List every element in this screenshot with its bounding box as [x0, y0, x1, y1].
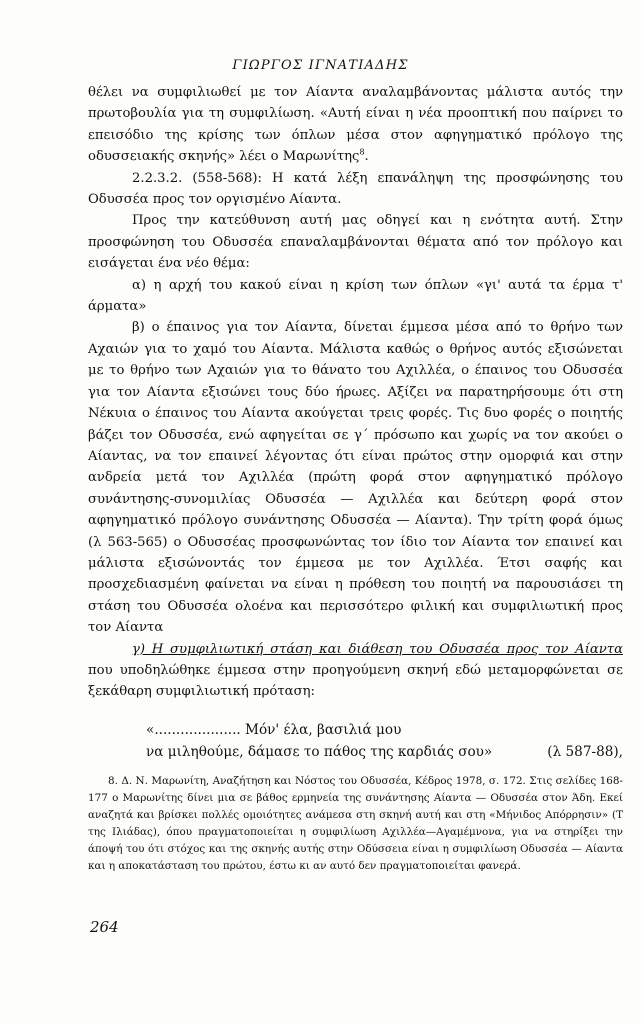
section-heading-2-2-3-2: 2.2.3.2. (558-568): Η κατά λέξη επανάληψη της προσφώνησης του Οδυσσέα προς τον οργισμένο Αίαντα.: [88, 170, 623, 208]
verse-reference: (λ 587-88),: [547, 743, 623, 760]
footnote-marker[interactable]: 8: [359, 147, 365, 157]
verse-line-2: [146, 741, 623, 763]
paragraph-1-end: .: [364, 149, 369, 165]
paragraph-1: [88, 82, 623, 168]
main-text: [88, 82, 623, 763]
list-item-b: β) ο έπαινος για τον Αίαντα, δίνεται έμμεσα μέσα από το θρήνο των Αχαιών για το χαμό του Αίαντα. Μάλιστα καθώς ο θρήνος αυτός εξισώνεται με το θρήνο των Αχαιών για το θάνατο του Αχιλλέα, ο έπαινος του Οδυσσέα για τον Αίαντα εξισώνει τους δύο ήρωες. Αξίζει να παρατηρήσουμε ότι στη Νέκυια ο έπαινος του Αίαντα ακούγεται τρεις φορές. Τις δυο φορές ο ποιητής βάζει τον Οδυσσέα, ενώ αφηγείται σε γ΄ πρόσωπο και χωρίς να τον ακούει ο Αίαντας, να τον επαινεί λέγοντας ότι είναι πρώτος στην ομορφιά και στην ανδρεία μετά τον Αχιλλέα (πρώτη φορά στον αφηγηματικό πρόλογο συνάντησης-συνομιλίας Οδυσσέα — Αχιλλέα και δεύτερη φορά στον αφηγηματικό πρόλογο συνάντησης Οδυσσέα — Αίαντα). Την τρίτη φορά όμως (λ 563-565) ο Οδυσσέας προσφωνώντας τον ίδιο τον Αίαντα τον επαινεί και μάλιστα εξισώνοντάς τον έμμεσα με τον Αχιλλέα. Έτσι σαφής και προσχεδιασμένη φαίνεται να είναι η πρόθεση του ποιητή να παρουσιάσει τη στάση του Οδυσσέα ολοένα και περισσότερο φιλική και συμφιλιωτική προς τον Αίαντα: [88, 320, 623, 636]
verse-line-2-text: να μιληθούμε, δάμασε το πάθος της καρδιάς σου»: [146, 743, 493, 760]
list-item-c: [88, 639, 623, 703]
list-item-c-emphasis: γ) Η συμφιλιωτική στάση και διάθεση του Οδυσσέα προς τον Αίαντα: [132, 641, 623, 657]
page-number: 264: [90, 918, 119, 936]
list-item-c-text: που υποδηλώθηκε έμμεσα στην προηγούμενη σκηνή εδώ μεταμορφώνεται σε ξεκάθαρη συμφιλιωτική πρόταση:: [88, 662, 623, 700]
verse-quote: [88, 719, 623, 763]
paragraph-3: Προς την κατεύθυνση αυτή μας οδηγεί και η ενότητα αυτή. Στην προσφώνηση του Οδυσσέα επαναλαμβάνονται θέματα από τον πρόλογο και εισάγεται ένα νέο θέμα:: [88, 213, 623, 272]
footnote-8: [88, 773, 623, 875]
paragraph-1-text: θέλει να συμφιλιωθεί με τον Αίαντα αναλαμβάνοντας μάλιστα αυτός την πρωτοβουλία για τη συμφιλίωση. «Αυτή είναι η νέα προοπτική που παίρνει το επεισόδιο της κρίσης των όπλων μέσα στον αφηγηματικό πρόλογο της οδυσσειακής σκηνής» λέει ο Μαρωνίτης: [88, 85, 623, 165]
verse-line-1: «.................... Μόν' έλα, βασιλιά μου: [146, 721, 402, 738]
footnote-text: 8. Δ. Ν. Μαρωνίτη, Αναζήτηση και Νόστος του Οδυσσέα, Κέδρος 1978, σ. 172. Στις σελίδες 168-177 ο Μαρωνίτης δίνει μια σε βάθος ερμηνεία της συνάντησης Αίαντα — Οδυσσέα στον Άδη. Εκεί αναζητά και βρίσκει πολλές ομοιότητες ανάμεσα στη σκηνή αυτή και στη «Μήνιδος Απόρρησιν» (Τ της Ιλιάδας), όπου πραγματοποιείται η συμφιλίωση Αχιλλέα—Αγαμέμνονα, για να στηρίξει την άποψή του ότι στόχος και της σκηνής αυτής στην Οδύσσεια είναι η συμφιλίωση Οδυσσέα — Αίαντα και η αποκατάσταση του πρώτου, έστω κι αν αυτό δεν πραγματοποιείται φανερά.: [88, 775, 623, 872]
running-head: ΓΙΩΡΓΟΣ ΙΓΝΑΤΙΑΔΗΣ: [232, 58, 409, 73]
list-item-a: α) η αρχή του κακού είναι η κρίση των όπλων «γι' αυτά τα έρμα τ' άρματα»: [88, 277, 623, 315]
